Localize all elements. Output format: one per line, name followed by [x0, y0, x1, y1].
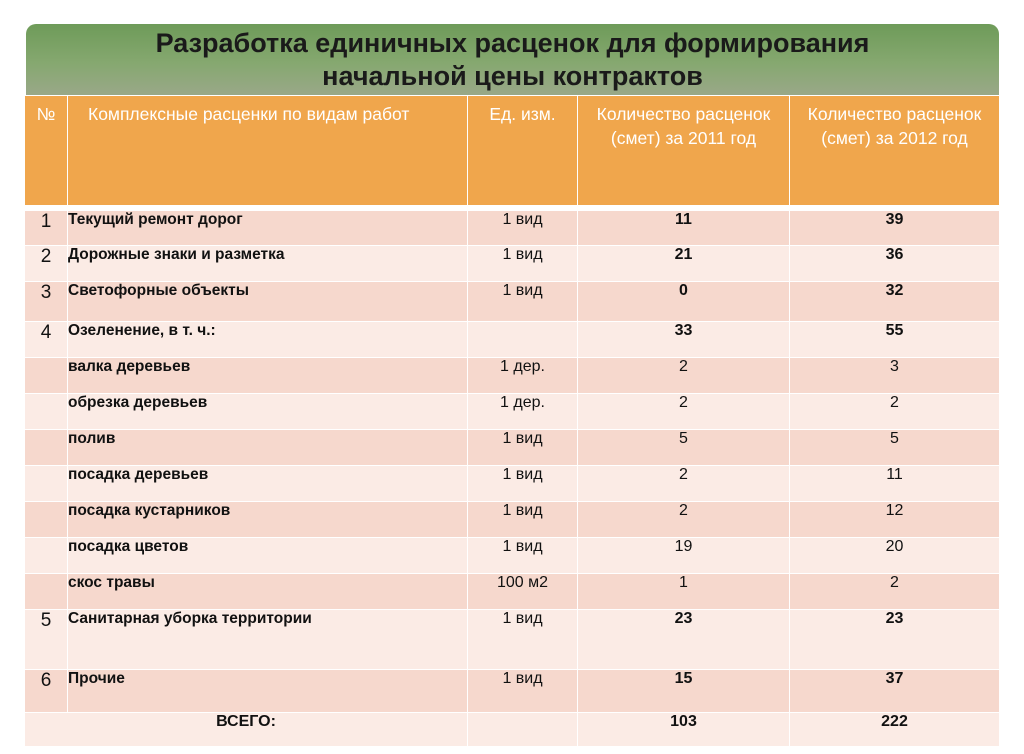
row-name: валка деревьев — [68, 358, 468, 394]
total-2011: 103 — [578, 713, 790, 747]
row-name: Дорожные знаки и разметка — [68, 246, 468, 282]
table-row — [25, 394, 1000, 430]
row-number — [25, 394, 68, 430]
row-2011: 0 — [578, 282, 790, 322]
total-row — [25, 713, 1000, 747]
table-row — [25, 322, 1000, 358]
row-number — [25, 466, 68, 502]
row-number — [25, 538, 68, 574]
table-row — [25, 246, 1000, 282]
row-name: Озеленение, в т. ч.: — [68, 322, 468, 358]
row-unit: 1 вид — [468, 211, 578, 246]
row-2012: 2 — [790, 574, 1000, 610]
row-2011: 5 — [578, 430, 790, 466]
row-unit: 1 дер. — [468, 358, 578, 394]
row-2011: 15 — [578, 670, 790, 713]
row-unit: 1 вид — [468, 538, 578, 574]
table-row — [25, 430, 1000, 466]
row-unit: 1 вид — [468, 502, 578, 538]
row-number — [25, 502, 68, 538]
row-2011: 2 — [578, 394, 790, 430]
row-unit: 100 м2 — [468, 574, 578, 610]
row-unit: 1 вид — [468, 246, 578, 282]
table-row — [25, 282, 1000, 322]
row-number: 1 — [25, 211, 68, 246]
row-2012: 5 — [790, 430, 1000, 466]
row-name: посадка кустарников — [68, 502, 468, 538]
row-2012: 20 — [790, 538, 1000, 574]
row-name: Светофорные объекты — [68, 282, 468, 322]
row-name: скос травы — [68, 574, 468, 610]
row-number — [25, 430, 68, 466]
row-name: полив — [68, 430, 468, 466]
row-2011: 19 — [578, 538, 790, 574]
row-unit: 1 вид — [468, 670, 578, 713]
table-row — [25, 610, 1000, 670]
row-2012: 37 — [790, 670, 1000, 713]
table-header-row — [25, 96, 1000, 206]
row-number: 5 — [25, 610, 68, 670]
table-row — [25, 502, 1000, 538]
row-2012: 55 — [790, 322, 1000, 358]
row-name: посадка цветов — [68, 538, 468, 574]
row-2012: 12 — [790, 502, 1000, 538]
row-2011: 2 — [578, 502, 790, 538]
row-2012: 36 — [790, 246, 1000, 282]
row-unit: 1 вид — [468, 466, 578, 502]
row-2012: 32 — [790, 282, 1000, 322]
table-row — [25, 670, 1000, 713]
row-name: Прочие — [68, 670, 468, 713]
row-2012: 2 — [790, 394, 1000, 430]
row-number: 3 — [25, 282, 68, 322]
row-number: 2 — [25, 246, 68, 282]
row-unit: 1 вид — [468, 610, 578, 670]
row-number — [25, 574, 68, 610]
header-unit: Ед. изм. — [468, 96, 578, 206]
row-2012: 3 — [790, 358, 1000, 394]
row-unit: 1 вид — [468, 430, 578, 466]
table-row — [25, 211, 1000, 246]
row-number — [25, 358, 68, 394]
total-2012: 222 — [790, 713, 1000, 747]
row-2012: 11 — [790, 466, 1000, 502]
total-label: ВСЕГО: — [25, 713, 468, 747]
table-row — [25, 574, 1000, 610]
rates-table — [24, 95, 1000, 747]
header-name: Комплексные расценки по видам работ — [68, 96, 468, 206]
row-name: обрезка деревьев — [68, 394, 468, 430]
row-name: посадка деревьев — [68, 466, 468, 502]
row-2011: 23 — [578, 610, 790, 670]
row-unit — [468, 322, 578, 358]
header-2012: Количество расценок (смет) за 2012 год — [790, 96, 1000, 206]
row-2011: 33 — [578, 322, 790, 358]
row-unit: 1 дер. — [468, 394, 578, 430]
row-2012: 39 — [790, 211, 1000, 246]
title-line-2: начальной цены контрактов — [322, 61, 703, 91]
title-line-1: Разработка единичных расценок для формирования — [155, 28, 870, 58]
row-2012: 23 — [790, 610, 1000, 670]
header-2011: Количество расценок (смет) за 2011 год — [578, 96, 790, 206]
page-title — [26, 24, 999, 96]
table-row — [25, 538, 1000, 574]
row-unit: 1 вид — [468, 282, 578, 322]
row-number: 6 — [25, 670, 68, 713]
row-2011: 1 — [578, 574, 790, 610]
row-2011: 11 — [578, 211, 790, 246]
row-2011: 21 — [578, 246, 790, 282]
total-unit — [468, 713, 578, 747]
row-2011: 2 — [578, 466, 790, 502]
row-2011: 2 — [578, 358, 790, 394]
row-name: Текущий ремонт дорог — [68, 211, 468, 246]
table-row — [25, 466, 1000, 502]
table-row — [25, 358, 1000, 394]
header-number: № — [25, 96, 68, 206]
row-name: Санитарная уборка территории — [68, 610, 468, 670]
row-number: 4 — [25, 322, 68, 358]
